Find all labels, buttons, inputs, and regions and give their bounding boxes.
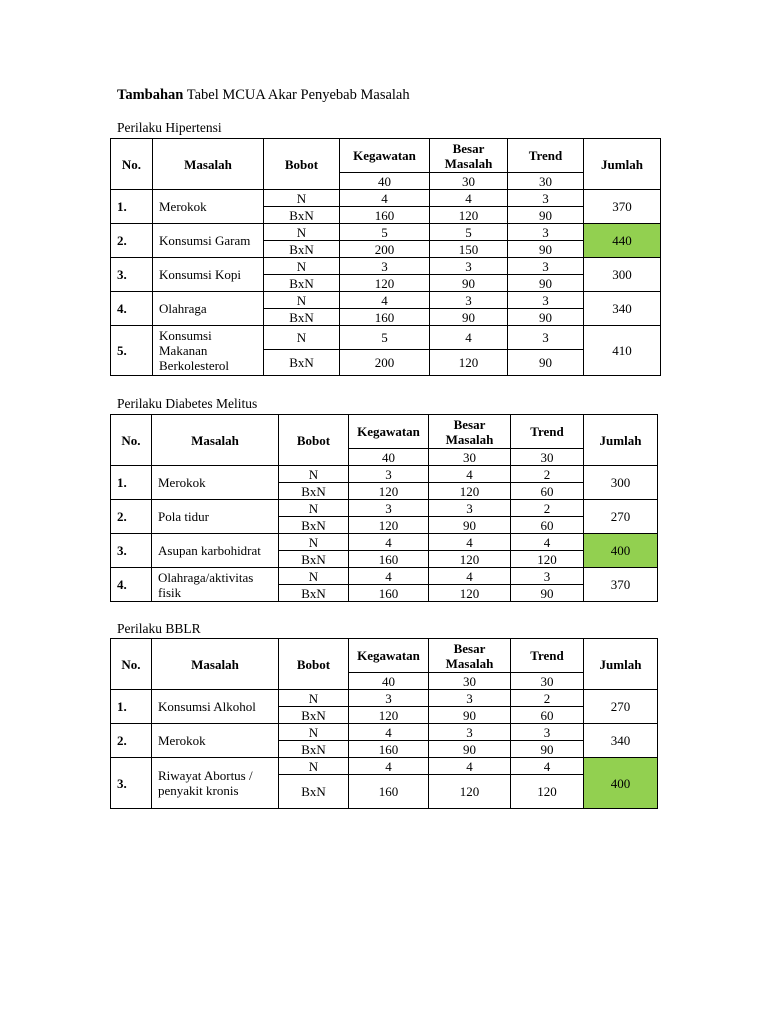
bxn-besar-masalah: 120 <box>430 350 508 376</box>
bobot-bxn-label: BxN <box>264 275 340 292</box>
mcua-table <box>110 414 658 602</box>
bobot-n-label: N <box>279 568 349 585</box>
bobot-n-label: N <box>264 326 340 350</box>
bxn-trend: 120 <box>511 775 584 809</box>
header-trend: Trend <box>508 139 584 173</box>
bobot-bxn-label: BxN <box>279 517 349 534</box>
bobot-bxn-label: BxN <box>279 585 349 602</box>
header-besar-masalah: Besar Masalah <box>429 415 511 449</box>
weight-trend: 30 <box>511 449 584 466</box>
header-bobot: Bobot <box>279 415 349 466</box>
weight-kegawatan: 40 <box>349 449 429 466</box>
n-trend: 3 <box>508 224 584 241</box>
n-trend: 2 <box>511 690 584 707</box>
n-kegawatan: 3 <box>340 258 430 275</box>
table-row <box>111 690 658 707</box>
bxn-besar-masalah: 90 <box>429 517 511 534</box>
n-besar-masalah: 3 <box>429 690 511 707</box>
row-number: 4. <box>111 292 153 326</box>
header-masalah: Masalah <box>152 639 279 690</box>
bxn-kegawatan: 160 <box>349 585 429 602</box>
n-besar-masalah: 4 <box>429 534 511 551</box>
bobot-n-label: N <box>264 224 340 241</box>
bxn-trend: 60 <box>511 483 584 500</box>
row-jumlah: 270 <box>584 500 658 534</box>
bxn-kegawatan: 120 <box>349 707 429 724</box>
bobot-bxn-label: BxN <box>279 483 349 500</box>
bobot-bxn-label: BxN <box>279 775 349 809</box>
bxn-trend: 90 <box>508 309 584 326</box>
n-kegawatan: 5 <box>340 224 430 241</box>
bxn-besar-masalah: 120 <box>430 207 508 224</box>
table-row <box>111 190 661 207</box>
bobot-bxn-label: BxN <box>264 207 340 224</box>
row-jumlah: 410 <box>584 326 661 376</box>
header-row <box>111 639 658 673</box>
bxn-trend: 60 <box>511 707 584 724</box>
weight-besar-masalah: 30 <box>429 449 511 466</box>
bxn-kegawatan: 160 <box>340 207 430 224</box>
row-masalah: Konsumsi Garam <box>153 224 264 258</box>
header-jumlah: Jumlah <box>584 639 658 690</box>
bobot-bxn-label: BxN <box>279 551 349 568</box>
n-kegawatan: 5 <box>340 326 430 350</box>
n-besar-masalah: 4 <box>429 466 511 483</box>
row-number: 3. <box>111 758 152 809</box>
bobot-n-label: N <box>279 724 349 741</box>
n-kegawatan: 4 <box>340 190 430 207</box>
row-masalah: Merokok <box>153 190 264 224</box>
bxn-trend: 90 <box>508 275 584 292</box>
row-masalah: Konsumsi Kopi <box>153 258 264 292</box>
table-row <box>111 758 658 775</box>
row-masalah: Riwayat Abortus / penyakit kronis <box>152 758 279 809</box>
weight-trend: 30 <box>511 673 584 690</box>
n-trend: 4 <box>511 758 584 775</box>
mcua-table <box>110 638 658 809</box>
table-row <box>111 534 658 551</box>
bobot-n-label: N <box>279 534 349 551</box>
n-kegawatan: 4 <box>349 534 429 551</box>
row-number: 3. <box>111 258 153 292</box>
bxn-kegawatan: 160 <box>349 741 429 758</box>
header-kegawatan: Kegawatan <box>340 139 430 173</box>
header-kegawatan: Kegawatan <box>349 639 429 673</box>
n-trend: 2 <box>511 500 584 517</box>
row-jumlah: 400 <box>584 758 658 809</box>
weight-kegawatan: 40 <box>349 673 429 690</box>
bobot-n-label: N <box>279 690 349 707</box>
bxn-besar-masalah: 90 <box>429 707 511 724</box>
row-number: 1. <box>111 466 152 500</box>
header-trend: Trend <box>511 639 584 673</box>
bxn-kegawatan: 200 <box>340 350 430 376</box>
header-jumlah: Jumlah <box>584 139 661 190</box>
header-no: No. <box>111 639 152 690</box>
row-jumlah: 370 <box>584 568 658 602</box>
header-besar-masalah: Besar Masalah <box>429 639 511 673</box>
n-kegawatan: 4 <box>349 568 429 585</box>
bobot-bxn-label: BxN <box>279 707 349 724</box>
bxn-kegawatan: 160 <box>349 551 429 568</box>
n-trend: 3 <box>508 292 584 309</box>
bxn-besar-masalah: 120 <box>429 551 511 568</box>
row-masalah: Asupan karbohidrat <box>152 534 279 568</box>
weight-kegawatan: 40 <box>340 173 430 190</box>
n-trend: 2 <box>511 466 584 483</box>
table-row <box>111 224 661 241</box>
document-title-bold: Tambahan <box>117 87 184 103</box>
table-row <box>111 466 658 483</box>
n-kegawatan: 3 <box>349 466 429 483</box>
row-masalah: Olahraga/aktivitas fisik <box>152 568 279 602</box>
document-title-rest: Tabel MCUA Akar Penyebab Masalah <box>183 87 410 103</box>
n-besar-masalah: 4 <box>430 326 508 350</box>
header-bobot: Bobot <box>279 639 349 690</box>
row-number: 5. <box>111 326 153 376</box>
bxn-besar-masalah: 120 <box>429 483 511 500</box>
n-kegawatan: 4 <box>349 758 429 775</box>
n-trend: 3 <box>511 568 584 585</box>
n-besar-masalah: 4 <box>429 568 511 585</box>
row-jumlah: 440 <box>584 224 661 258</box>
bxn-trend: 90 <box>511 585 584 602</box>
bxn-besar-masalah: 90 <box>430 275 508 292</box>
table-row <box>111 568 658 585</box>
n-trend: 3 <box>508 326 584 350</box>
mcua-table <box>110 138 661 376</box>
row-masalah: Merokok <box>152 466 279 500</box>
bxn-trend: 60 <box>511 517 584 534</box>
row-jumlah: 370 <box>584 190 661 224</box>
n-besar-masalah: 3 <box>430 258 508 275</box>
n-kegawatan: 3 <box>349 690 429 707</box>
n-kegawatan: 3 <box>349 500 429 517</box>
header-kegawatan: Kegawatan <box>349 415 429 449</box>
n-besar-masalah: 4 <box>430 190 508 207</box>
bxn-trend: 90 <box>508 207 584 224</box>
header-row <box>111 139 661 173</box>
row-jumlah: 300 <box>584 466 658 500</box>
row-jumlah: 270 <box>584 690 658 724</box>
bobot-n-label: N <box>279 500 349 517</box>
bxn-besar-masalah: 90 <box>430 309 508 326</box>
weight-trend: 30 <box>508 173 584 190</box>
row-jumlah: 400 <box>584 534 658 568</box>
n-kegawatan: 4 <box>349 724 429 741</box>
table-row <box>111 292 661 309</box>
table-row <box>111 326 661 350</box>
section-title: Perilaku Hipertensi <box>117 120 222 135</box>
row-masalah: Konsumsi Makanan Berkolesterol <box>153 326 264 376</box>
bxn-kegawatan: 160 <box>349 775 429 809</box>
n-besar-masalah: 5 <box>430 224 508 241</box>
bxn-kegawatan: 120 <box>349 483 429 500</box>
row-number: 1. <box>111 190 153 224</box>
bxn-trend: 120 <box>511 551 584 568</box>
n-besar-masalah: 3 <box>429 500 511 517</box>
header-masalah: Masalah <box>152 415 279 466</box>
bxn-kegawatan: 200 <box>340 241 430 258</box>
n-besar-masalah: 4 <box>429 758 511 775</box>
row-masalah: Merokok <box>152 724 279 758</box>
section-title: Perilaku Diabetes Melitus <box>117 396 258 411</box>
bxn-trend: 90 <box>508 241 584 258</box>
bobot-n-label: N <box>264 258 340 275</box>
bxn-trend: 90 <box>511 741 584 758</box>
row-number: 4. <box>111 568 152 602</box>
row-jumlah: 340 <box>584 292 661 326</box>
row-jumlah: 340 <box>584 724 658 758</box>
table-row <box>111 724 658 741</box>
row-masalah: Olahraga <box>153 292 264 326</box>
header-trend: Trend <box>511 415 584 449</box>
bxn-besar-masalah: 150 <box>430 241 508 258</box>
n-besar-masalah: 3 <box>429 724 511 741</box>
bxn-kegawatan: 120 <box>349 517 429 534</box>
row-number: 2. <box>111 724 152 758</box>
header-bobot: Bobot <box>264 139 340 190</box>
document-title <box>117 87 410 104</box>
n-trend: 3 <box>511 724 584 741</box>
bobot-bxn-label: BxN <box>279 741 349 758</box>
weight-besar-masalah: 30 <box>429 673 511 690</box>
row-number: 3. <box>111 534 152 568</box>
bxn-besar-masalah: 90 <box>429 741 511 758</box>
bobot-bxn-label: BxN <box>264 309 340 326</box>
bobot-n-label: N <box>264 292 340 309</box>
table-row <box>111 258 661 275</box>
row-masalah: Konsumsi Alkohol <box>152 690 279 724</box>
bobot-n-label: N <box>264 190 340 207</box>
row-masalah: Pola tidur <box>152 500 279 534</box>
header-row <box>111 415 658 449</box>
n-trend: 3 <box>508 258 584 275</box>
header-no: No. <box>111 415 152 466</box>
n-trend: 3 <box>508 190 584 207</box>
bxn-besar-masalah: 120 <box>429 585 511 602</box>
bxn-trend: 90 <box>508 350 584 376</box>
bobot-bxn-label: BxN <box>264 350 340 376</box>
header-no: No. <box>111 139 153 190</box>
row-number: 1. <box>111 690 152 724</box>
weight-besar-masalah: 30 <box>430 173 508 190</box>
section-title: Perilaku BBLR <box>117 621 201 636</box>
header-besar-masalah: Besar Masalah <box>430 139 508 173</box>
n-trend: 4 <box>511 534 584 551</box>
row-number: 2. <box>111 500 152 534</box>
row-jumlah: 300 <box>584 258 661 292</box>
n-besar-masalah: 3 <box>430 292 508 309</box>
n-kegawatan: 4 <box>340 292 430 309</box>
row-number: 2. <box>111 224 153 258</box>
bxn-kegawatan: 120 <box>340 275 430 292</box>
bxn-kegawatan: 160 <box>340 309 430 326</box>
bobot-n-label: N <box>279 758 349 775</box>
header-masalah: Masalah <box>153 139 264 190</box>
header-jumlah: Jumlah <box>584 415 658 466</box>
bobot-n-label: N <box>279 466 349 483</box>
table-row <box>111 500 658 517</box>
bxn-besar-masalah: 120 <box>429 775 511 809</box>
bobot-bxn-label: BxN <box>264 241 340 258</box>
